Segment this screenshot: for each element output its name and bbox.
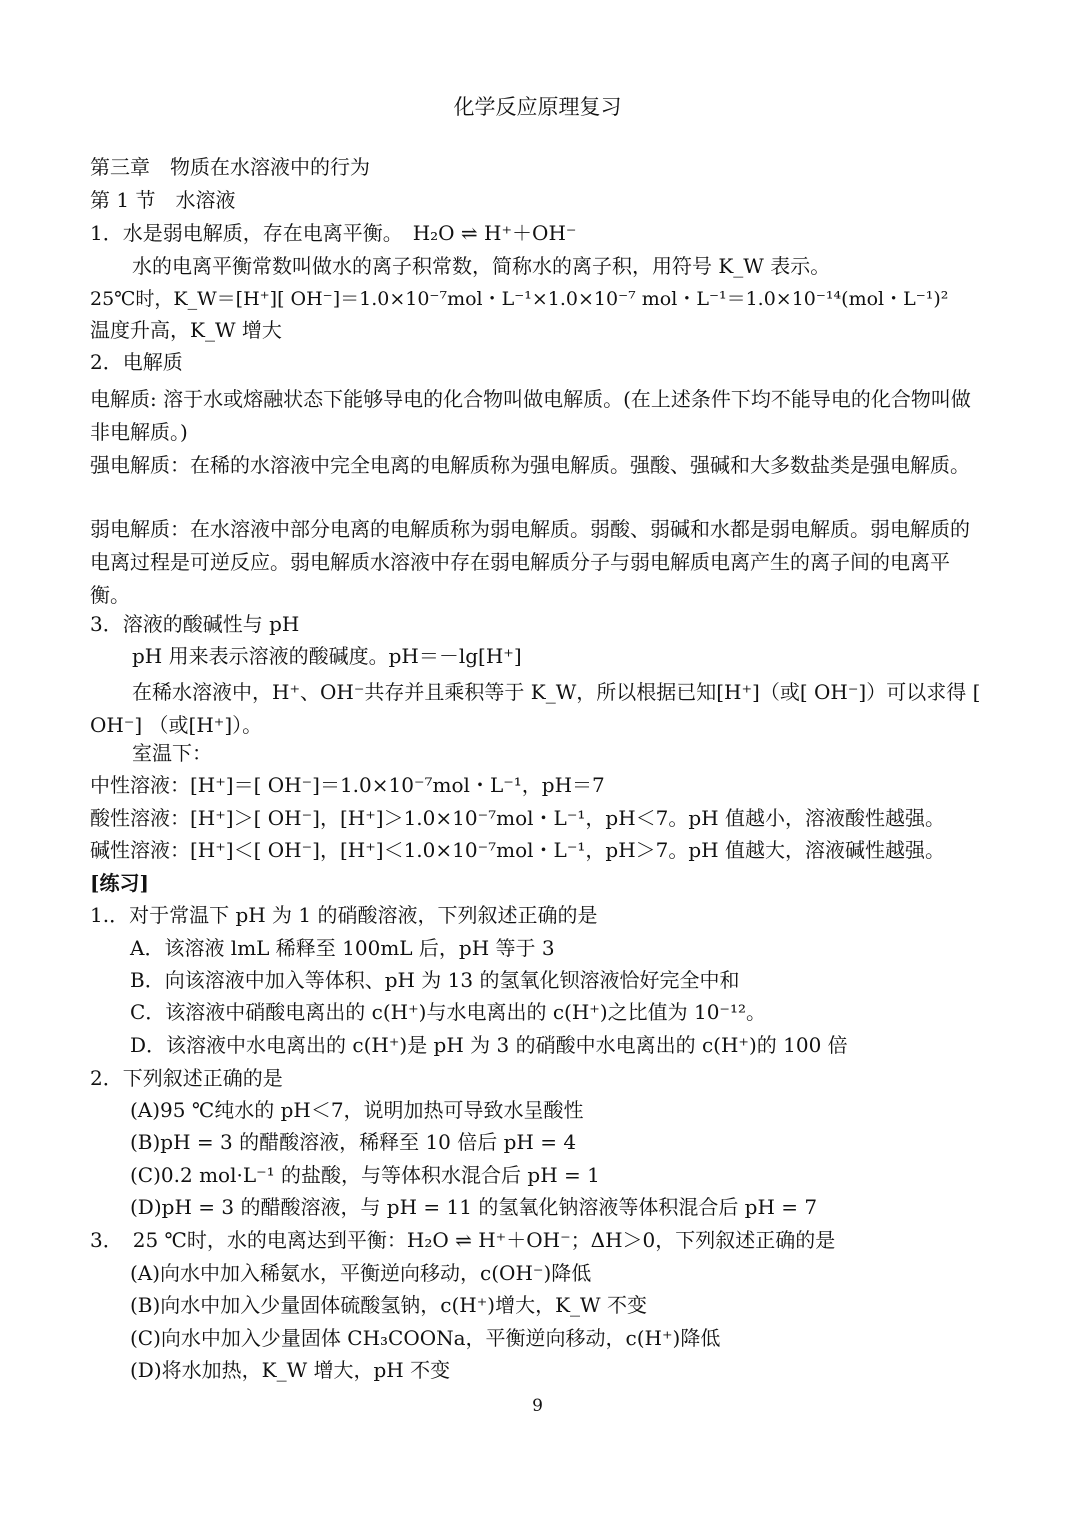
answer-option: (D)pH = 3 的醋酸溶液，与 pH = 11 的氢氧化钠溶液等体积混合后 pH = 7 xyxy=(130,1195,818,1219)
paragraph: 中性溶液：[H⁺]＝[ OH⁻]＝1.0×10⁻⁷mol・L⁻¹，pH＝7 xyxy=(90,773,605,797)
answer-option: (B)向水中加入少量固体硫酸氢钠，c(H⁺)增大，K_W 不变 xyxy=(130,1293,647,1317)
paragraph: 弱电解质：在水溶液中部分电离的电解质称为弱电解质。弱酸、弱碱和水都是弱电解质。弱电解质的电离过程是可逆反应。弱电解质水溶液中存在弱电解质分子与弱电解质电离产生的离子间的电离平衡。 xyxy=(90,517,970,607)
page-title: 化学反应原理复习 xyxy=(453,95,622,119)
section-heading: 第 1 节 水溶液 xyxy=(90,188,236,212)
answer-option: (A)向水中加入稀氨水，平衡逆向移动，c(OH⁻)降低 xyxy=(130,1261,592,1285)
answer-option: (C)0.2 mol·L⁻¹ 的盐酸，与等体积水混合后 pH = 1 xyxy=(130,1163,600,1187)
formula-line: 25℃时，K_W＝[H⁺][ OH⁻]＝1.0×10⁻⁷mol・L⁻¹×1.0×10⁻⁷ mol・L⁻¹＝1.0×10⁻¹⁴(mol・L⁻¹)² xyxy=(90,288,949,310)
paragraph: 温度升高，K_W 增大 xyxy=(90,318,282,342)
subheading: 3．溶液的酸碱性与 pH xyxy=(90,612,300,636)
subheading: 2．电解质 xyxy=(90,350,183,374)
paragraph: 1．水是弱电解质，存在电离平衡。 H₂O ⇌ H⁺＋OH⁻ xyxy=(90,221,577,245)
chapter-heading: 第三章 物质在水溶液中的行为 xyxy=(90,155,370,179)
page-number: 9 xyxy=(532,1396,543,1416)
answer-option: (A)95 ℃纯水的 pH＜7，说明加热可导致水呈酸性 xyxy=(130,1098,584,1122)
answer-option: A．该溶液 lmL 稀释至 100mL 后，pH 等于 3 xyxy=(130,936,555,960)
paragraph: 碱性溶液：[H⁺]＜[ OH⁻]，[H⁺]＜1.0×10⁻⁷mol・L⁻¹，pH＞7。pH 值越大，溶液碱性越强。 xyxy=(90,838,945,862)
paragraph: 水的电离平衡常数叫做水的离子积常数，简称水的离子积，用符号 K_W 表示。 xyxy=(132,254,831,278)
question: 2．下列叙述正确的是 xyxy=(90,1066,283,1090)
answer-option: D．该溶液中水电离出的 c(H⁺)是 pH 为 3 的硝酸中水电离出的 c(H⁺)的 100 倍 xyxy=(130,1033,848,1057)
answer-option: B．向该溶液中加入等体积、pH 为 13 的氢氧化钡溶液恰好完全中和 xyxy=(130,968,740,992)
paragraph: 在稀水溶液中，H⁺、OH⁻共存并且乘积等于 K_W，所以根据已知[H⁺]（或[ OH⁻]）可以求得 [ OH⁻] （或[H⁺]）。 xyxy=(90,680,981,737)
paragraph: 酸性溶液：[H⁺]＞[ OH⁻]，[H⁺]＞1.0×10⁻⁷mol・L⁻¹，pH＜7。pH 值越小，溶液酸性越强。 xyxy=(90,806,945,830)
exercise-heading: [练习] xyxy=(90,871,149,895)
paragraph: 强电解质：在稀的水溶液中完全电离的电解质称为强电解质。强酸、强碱和大多数盐类是强电解质。 xyxy=(90,453,970,477)
question: 3． 25 ℃时，水的电离达到平衡：H₂O ⇌ H⁺＋OH⁻；ΔH＞0，下列叙述正确的是 xyxy=(90,1228,836,1252)
paragraph: pH 用来表示溶液的酸碱度。pH＝－lg[H⁺] xyxy=(132,644,522,668)
paragraph: 室温下： xyxy=(132,741,212,765)
answer-option: C．该溶液中硝酸电离出的 c(H⁺)与水电离出的 c(H⁺)之比值为 10⁻¹²。 xyxy=(130,1000,767,1024)
question: 1.．对于常温下 pH 为 1 的硝酸溶液，下列叙述正确的是 xyxy=(90,903,598,927)
answer-option: (B)pH = 3 的醋酸溶液，稀释至 10 倍后 pH = 4 xyxy=(130,1130,577,1154)
answer-option: (C)向水中加入少量固体 CH₃COONa，平衡逆向移动，c(H⁺)降低 xyxy=(130,1326,721,1350)
answer-option: (D)将水加热，K_W 增大，pH 不变 xyxy=(130,1358,451,1382)
paragraph: 电解质: 溶于水或熔融状态下能够导电的化合物叫做电解质。(在上述条件下均不能导电的化合物叫做非电解质。) xyxy=(90,387,971,444)
